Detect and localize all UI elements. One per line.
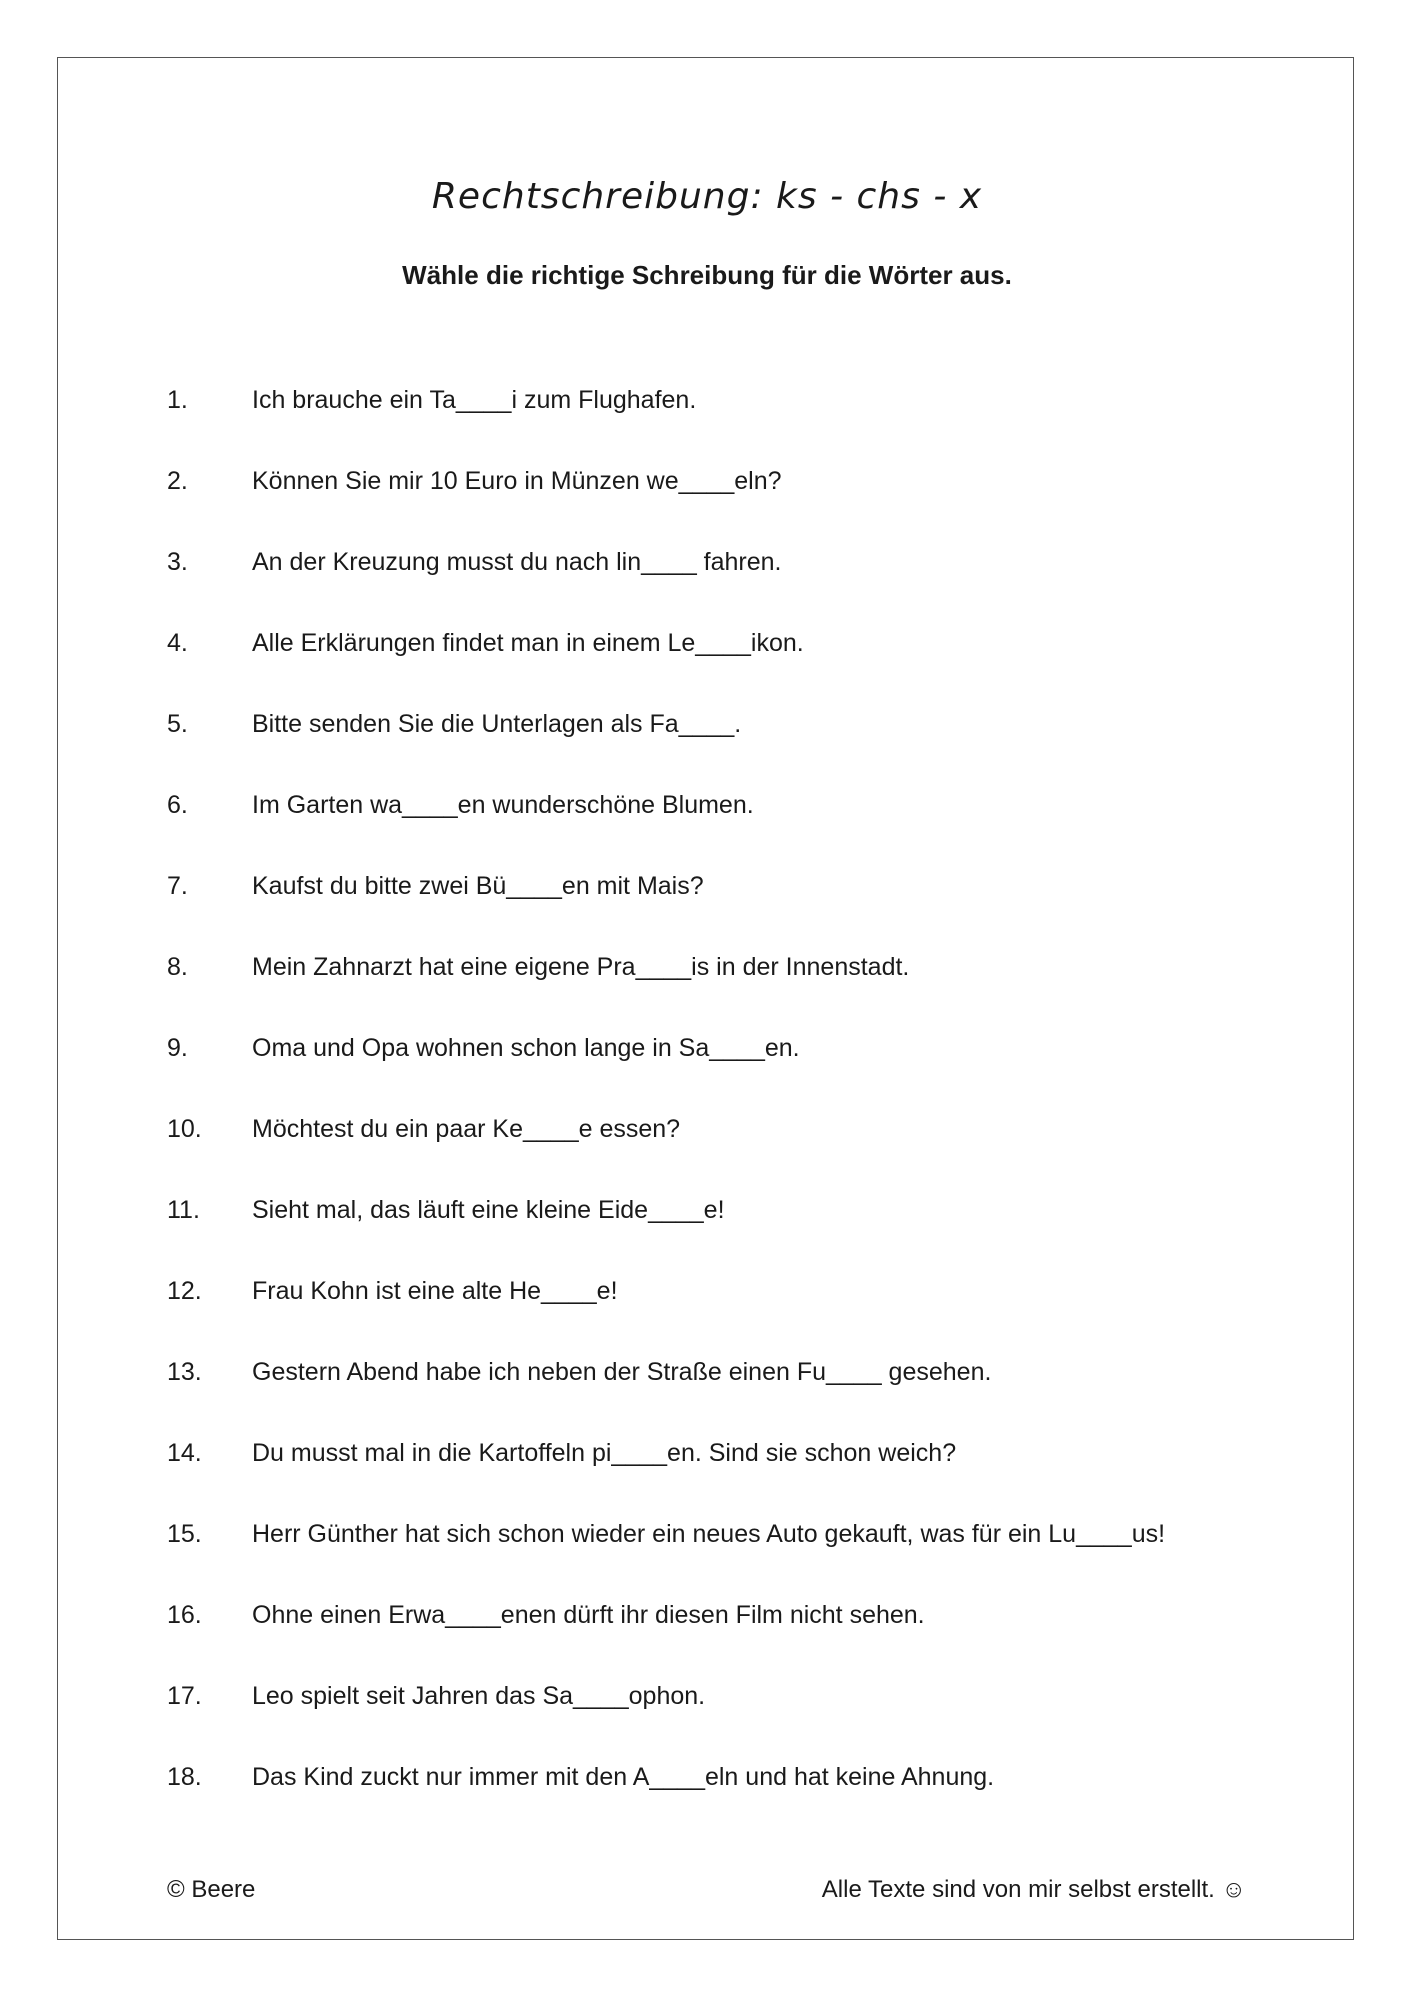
item-number: 8.	[167, 953, 188, 981]
exercise-item	[0, 1109, 1414, 1149]
item-number: 16.	[167, 1601, 202, 1629]
exercise-item	[0, 1514, 1414, 1554]
item-number: 9.	[167, 1034, 188, 1062]
item-text: Im Garten wa____en wunderschöne Blumen.	[252, 791, 754, 819]
exercise-item	[0, 1595, 1414, 1635]
item-text: Oma und Opa wohnen schon lange in Sa____en.	[252, 1034, 800, 1062]
item-text: Frau Kohn ist eine alte He____e!	[252, 1277, 618, 1305]
item-text: Leo spielt seit Jahren das Sa____ophon.	[252, 1682, 706, 1710]
exercise-item	[0, 785, 1414, 825]
exercise-item	[0, 1757, 1414, 1797]
item-text: Können Sie mir 10 Euro in Münzen we____eln?	[252, 467, 782, 495]
exercise-item	[0, 1352, 1414, 1392]
item-number: 13.	[167, 1358, 202, 1386]
item-text: Alle Erklärungen findet man in einem Le____ikon.	[252, 629, 804, 657]
item-text: Du musst mal in die Kartoffeln pi____en. Sind sie schon weich?	[252, 1439, 957, 1467]
exercise-item	[0, 704, 1414, 744]
item-number: 12.	[167, 1277, 202, 1305]
item-number: 10.	[167, 1115, 202, 1143]
item-number: 2.	[167, 467, 188, 495]
item-number: 6.	[167, 791, 188, 819]
exercise-item	[0, 623, 1414, 663]
exercise-item	[0, 1433, 1414, 1473]
item-number: 15.	[167, 1520, 202, 1548]
item-number: 3.	[167, 548, 188, 576]
exercise-item	[0, 380, 1414, 420]
exercise-item	[0, 1190, 1414, 1230]
item-number: 1.	[167, 386, 188, 414]
item-number: 4.	[167, 629, 188, 657]
copyright-footer: © Beere	[167, 1876, 256, 1903]
item-number: 11.	[167, 1196, 200, 1224]
exercise-item	[0, 542, 1414, 582]
item-number: 14.	[167, 1439, 202, 1467]
item-text: Sieht mal, das läuft eine kleine Eide____e!	[252, 1196, 725, 1224]
item-number: 7.	[167, 872, 188, 900]
item-text: Bitte senden Sie die Unterlagen als Fa____.	[252, 710, 742, 738]
item-text: Herr Günther hat sich schon wieder ein neues Auto gekauft, was für ein Lu____us!	[252, 1520, 1166, 1548]
item-number: 5.	[167, 710, 188, 738]
page-border	[57, 57, 1354, 1940]
item-text: Kaufst du bitte zwei Bü____en mit Mais?	[252, 872, 704, 900]
instruction-text: Wähle die richtige Schreibung für die Wörter aus.	[402, 260, 1012, 290]
exercise-item	[0, 1028, 1414, 1068]
authorship-footer: Alle Texte sind von mir selbst erstellt. ☺	[821, 1876, 1246, 1903]
item-text: Ich brauche ein Ta____i zum Flughafen.	[252, 386, 697, 414]
item-text: An der Kreuzung musst du nach lin____ fahren.	[252, 548, 782, 576]
exercise-item	[0, 947, 1414, 987]
exercise-item	[0, 1676, 1414, 1716]
item-text: Das Kind zuckt nur immer mit den A____eln und hat keine Ahnung.	[252, 1763, 995, 1791]
item-text: Mein Zahnarzt hat eine eigene Pra____is in der Innenstadt.	[252, 953, 910, 981]
exercise-item	[0, 866, 1414, 906]
item-text: Möchtest du ein paar Ke____e essen?	[252, 1115, 681, 1143]
exercise-item	[0, 461, 1414, 501]
worksheet-title: Rechtschreibung: ks - chs - x	[431, 176, 983, 217]
item-text: Gestern Abend habe ich neben der Straße einen Fu____ gesehen.	[252, 1358, 992, 1386]
item-text: Ohne einen Erwa____enen dürft ihr diesen Film nicht sehen.	[252, 1601, 925, 1629]
exercise-item	[0, 1271, 1414, 1311]
item-number: 18.	[167, 1763, 202, 1791]
item-number: 17.	[167, 1682, 202, 1710]
